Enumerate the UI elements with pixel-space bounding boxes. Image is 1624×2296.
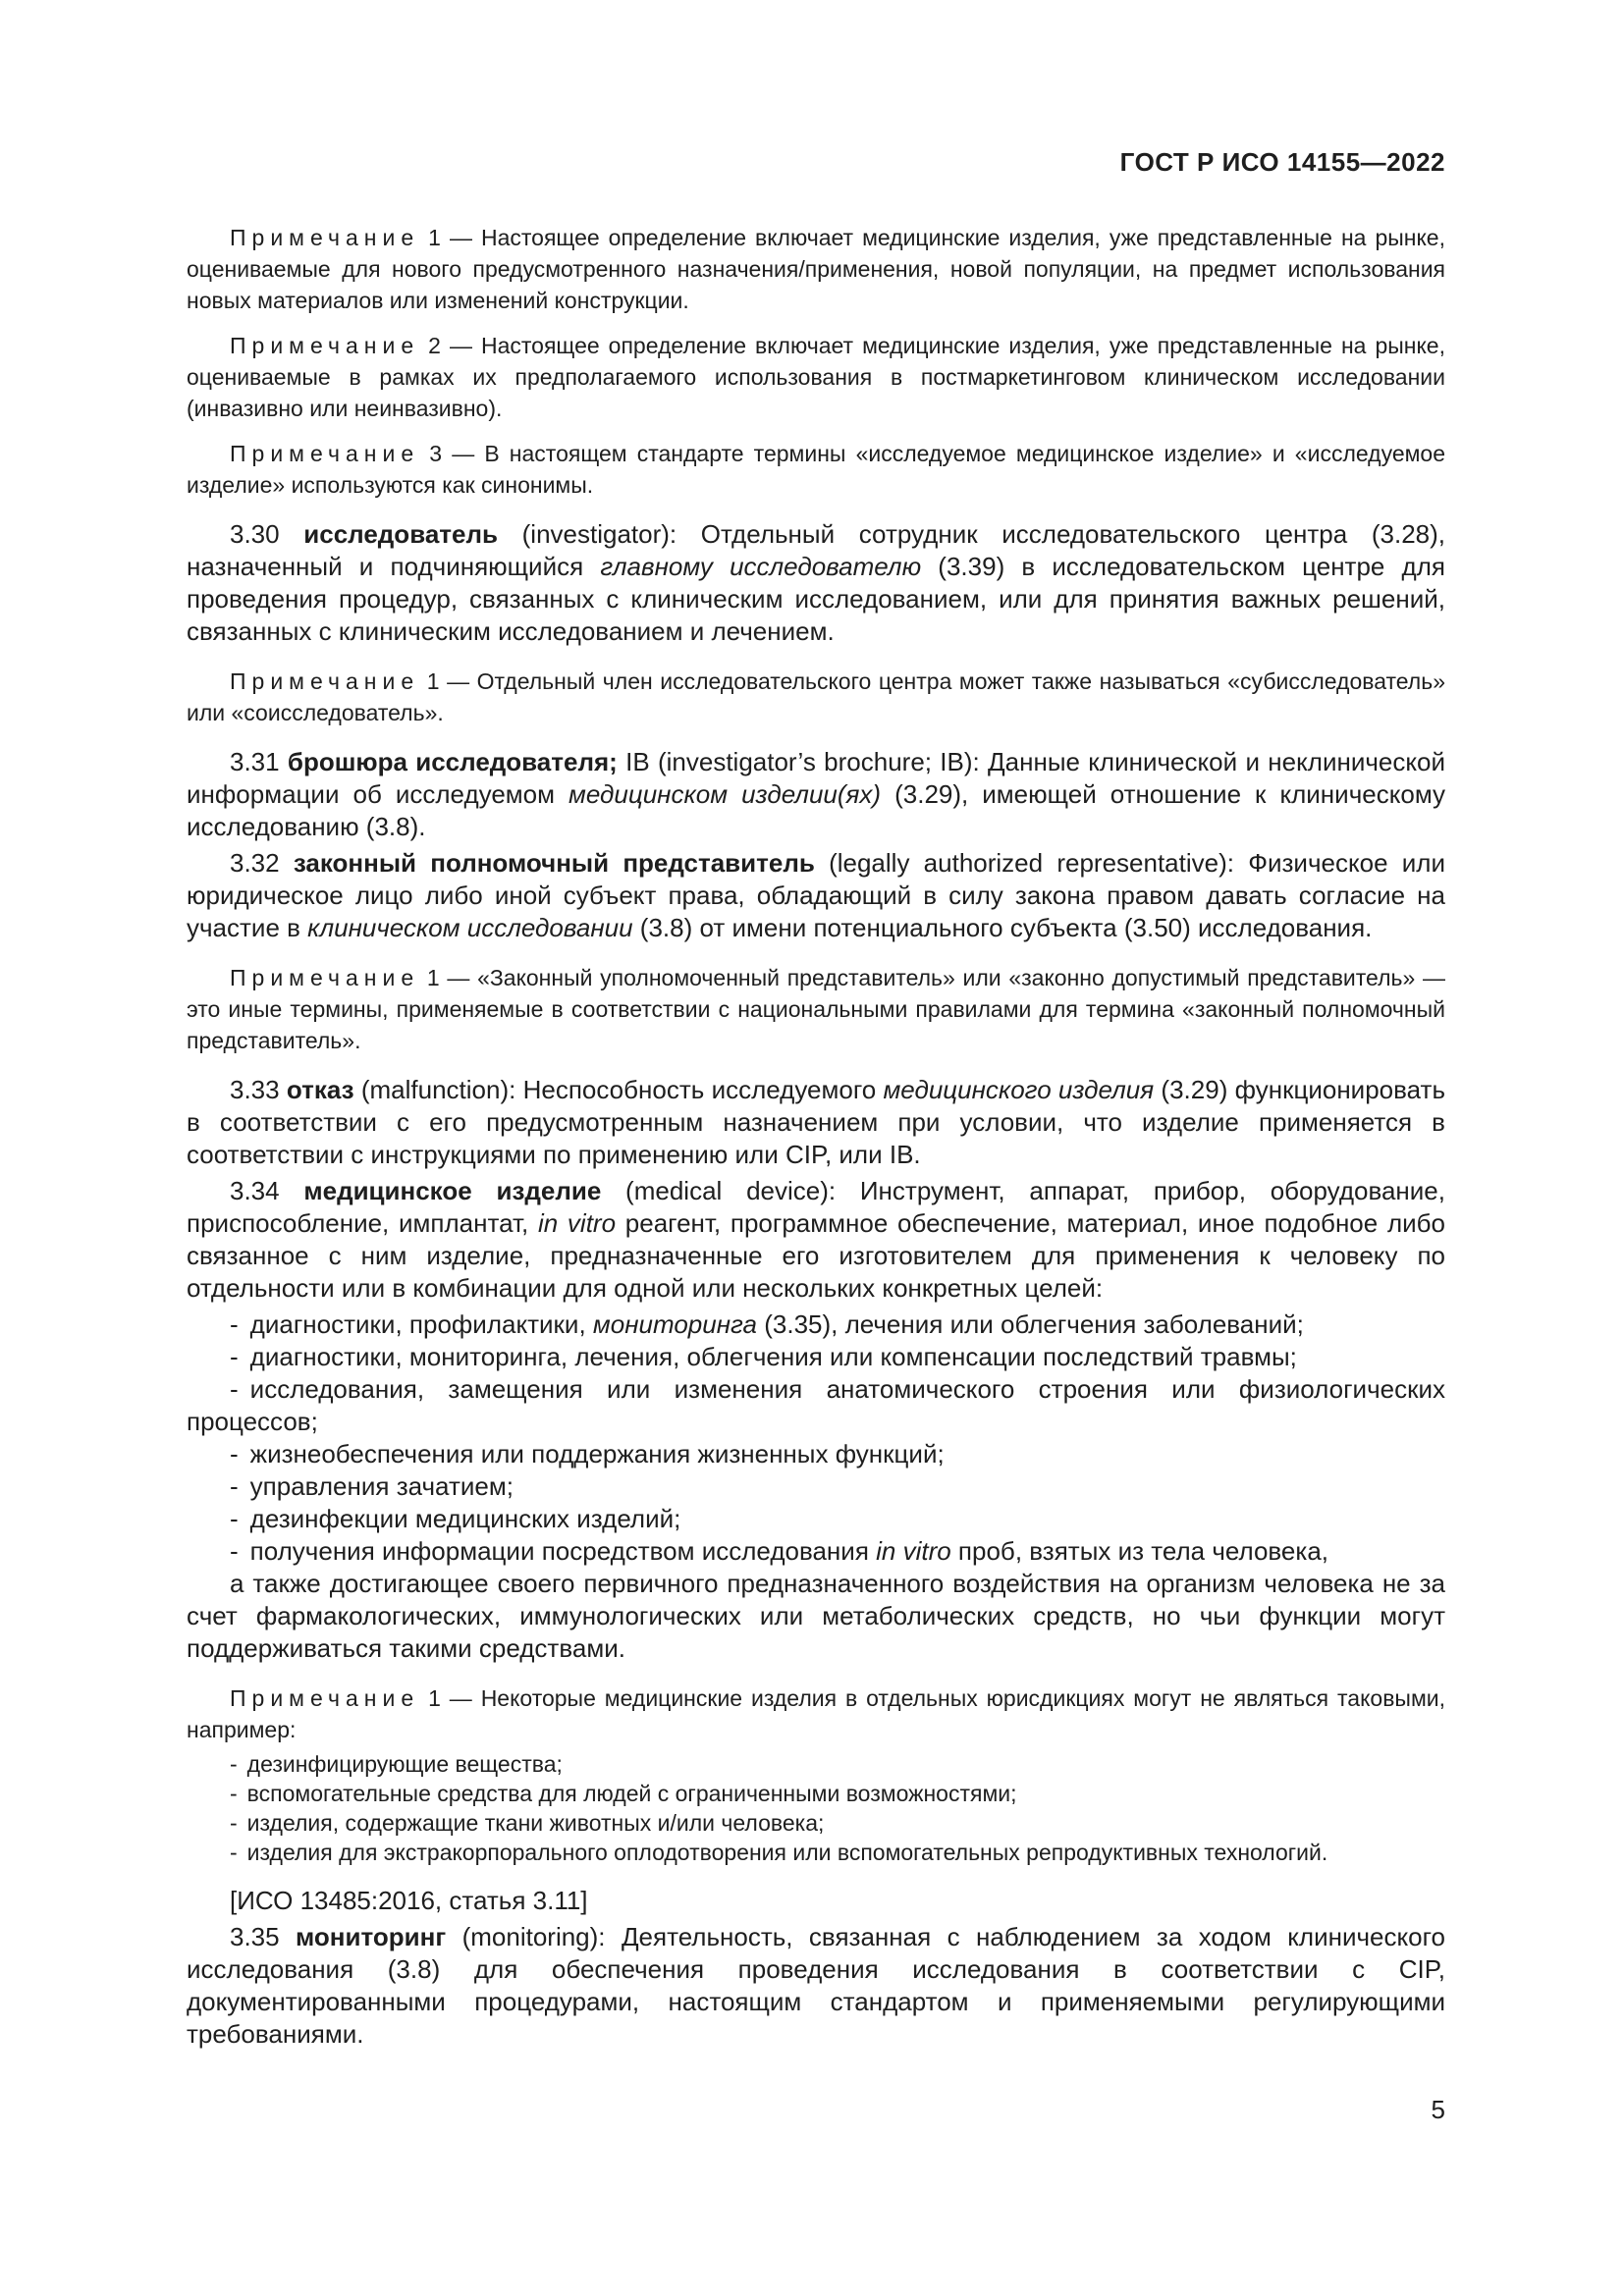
term-definition: (malfunction): Неспособность исследуемого bbox=[353, 1075, 884, 1104]
note-1 bbox=[187, 222, 1445, 316]
list-item-text-cont: (3.35), лечения или облегчения заболеваний; bbox=[757, 1309, 1304, 1339]
term-definition: (legally authorized representative): Физическое или юридическое лицо либо иной субъект права, обладающий в силу закона правом давать согласие на участие в bbox=[187, 848, 1446, 942]
list-item-text: диагностики, мониторинга, лечения, облегчения или компенсации последствий травмы; bbox=[249, 1342, 1297, 1371]
note-label: Примечание bbox=[230, 225, 420, 250]
term-3-33 bbox=[187, 1074, 1445, 1171]
document-body bbox=[187, 222, 1445, 2055]
note-text: Настоящее определение включает медицинские изделия, уже представленные на рынке, оцениваемые для нового предусмотренного назначения/применения, новой популяции, на предмет использования новых материалов или изменений конструкции. bbox=[187, 225, 1445, 313]
term-definition: (medical device): Инструмент, аппарат, прибор, оборудование, приспособление, имплантат, bbox=[187, 1176, 1445, 1238]
term-title: мониторинг bbox=[296, 1922, 447, 1951]
note-text: «Законный уполномоченный представитель» или «законно допустимый представитель» — это иные термины, применяемые в соответствии с национальными правилами для термина «законный полномочный представитель». bbox=[187, 965, 1445, 1053]
term-title: законный полномочный представитель bbox=[293, 848, 815, 878]
list-item: - управления зачатием; bbox=[230, 1471, 514, 1501]
note-list-item-text: изделия для экстракорпорального оплодотворения или вспомогательных репродуктивных технологий. bbox=[246, 1840, 1328, 1865]
list-item-text-cont: проб, взятых из тела человека, bbox=[950, 1536, 1329, 1566]
list-item-text: управления зачатием; bbox=[249, 1471, 514, 1501]
note-number: 2 — bbox=[428, 333, 472, 358]
note-list-item-text: дезинфицирующие вещества; bbox=[246, 1751, 563, 1777]
term-3-35 bbox=[187, 1921, 1445, 2051]
term-title: исследователь bbox=[303, 519, 498, 549]
note-text: Отдельный член исследовательского центра может также называться «субисследователь» или «соисследователь». bbox=[187, 668, 1445, 725]
term-definition-cont: реагент, программное обеспечение, материал, иное подобное либо связанное с ним изделие, предназначенные его изготовителем для применения к человеку по отдельности или в комбинации для одной или нескольких конкретных целей: bbox=[187, 1208, 1445, 1303]
term-reference: главному исследователю bbox=[600, 552, 922, 581]
term-definition: IB (investigator’s brochure; IB): Данные клинической и неклинической информации об исследуемом bbox=[187, 747, 1446, 809]
note-number: 1 — bbox=[428, 225, 472, 250]
list-item-text: диагностики, профилактики, bbox=[249, 1309, 593, 1339]
term-3-34-tail: а также достигающее своего первичного предназначенного воздействия на организм человека не за счет фармакологических, иммунологических или метаболических средств, но чьи функции могут поддерживаться такими средствами. bbox=[187, 1569, 1445, 1663]
term-definition: (monitoring): Деятельность, связанная с наблюдением за ходом клинического исследования (3.8) для обеспечения проведения исследования в соответствии с CIP, документированными процедурами, настоящим стандартом и применяемыми регулирующими требованиями. bbox=[187, 1922, 1445, 2049]
term-definition-cont: (3.29) функционировать в соответствии с его предусмотренным назначением при условии, что изделие применяется в соответствии с инструкциями по применению или CIP, или IB. bbox=[187, 1075, 1445, 1169]
list-item: - жизнеобеспечения или поддержания жизненных функций; bbox=[230, 1439, 945, 1468]
document-header: ГОСТ Р ИСО 14155—2022 bbox=[1119, 147, 1445, 177]
note-text: Некоторые медицинские изделия в отдельных юрисдикциях могут не являться таковыми, например: bbox=[187, 1685, 1446, 1742]
term-title: брошюра исследователя; bbox=[287, 747, 618, 776]
note-number: 1 — bbox=[426, 668, 470, 694]
note-label: Примечание bbox=[230, 965, 420, 990]
note-number: 1 — bbox=[428, 1685, 472, 1711]
note-label: Примечание bbox=[230, 333, 420, 358]
term-reference: медицинского изделия bbox=[883, 1075, 1155, 1104]
term-definition-cont: (3.29), имеющей отношение к клиническому исследованию (3.8). bbox=[187, 779, 1445, 841]
term-title: медицинское изделие bbox=[303, 1176, 602, 1205]
list-item-text: исследования, замещения или изменения анатомического строения или физиологических процессов; bbox=[187, 1374, 1445, 1436]
note-3 bbox=[187, 438, 1445, 501]
term-definition: (investigator): Отдельный сотрудник исследовательского центра (3.28), назначенный и подчиняющийся bbox=[187, 519, 1445, 581]
term-number: 3.32 bbox=[230, 848, 294, 878]
term-number: 3.33 bbox=[230, 1075, 287, 1104]
list-item: - получения информации посредством исследования in vitro проб, взятых из тела человека, bbox=[230, 1536, 1329, 1566]
note-list-item-text: вспомогательные средства для людей с ограниченными возможностями; bbox=[246, 1781, 1017, 1806]
note-3-32 bbox=[187, 962, 1445, 1056]
note-label: Примечание bbox=[230, 441, 420, 466]
source-reference: [ИСО 13485:2016, статья 3.11] bbox=[230, 1886, 588, 1915]
note-3-30 bbox=[187, 666, 1445, 728]
term-3-34 bbox=[187, 1175, 1445, 1305]
list-item-reference: in vitro bbox=[876, 1536, 951, 1566]
term-reference: in vitro bbox=[537, 1208, 617, 1238]
list-item: - диагностики, мониторинга, лечения, облегчения или компенсации последствий травмы; bbox=[230, 1342, 1297, 1371]
note-list-item: - изделия, содержащие ткани животных и/или человека; bbox=[230, 1810, 825, 1836]
list-item-text: дезинфекции медицинских изделий; bbox=[249, 1504, 681, 1533]
term-number: 3.31 bbox=[230, 747, 288, 776]
term-title: отказ bbox=[286, 1075, 354, 1104]
term-3-32 bbox=[187, 847, 1445, 944]
note-text: Настоящее определение включает медицинские изделия, уже представленные на рынке, оцениваемые в рамках их предполагаемого использования в постмаркетинговом клиническом исследовании (инвазивно или неинвазивно). bbox=[187, 333, 1445, 421]
term-3-30 bbox=[187, 518, 1445, 648]
note-list-item: - изделия для экстракорпорального оплодотворения или вспомогательных репродуктивных технологий. bbox=[230, 1840, 1328, 1865]
term-number: 3.30 bbox=[230, 519, 304, 549]
term-number: 3.34 bbox=[230, 1176, 304, 1205]
list-item: - дезинфекции медицинских изделий; bbox=[230, 1504, 681, 1533]
note-text: В настоящем стандарте термины «исследуемое медицинское изделие» и «исследуемое изделие» используются как синонимы. bbox=[187, 441, 1446, 498]
note-3-34 bbox=[187, 1682, 1445, 1745]
note-2 bbox=[187, 330, 1445, 424]
term-reference: клиническом исследовании bbox=[307, 913, 633, 942]
list-item: - диагностики, профилактики, мониторинга (3.35), лечения или облегчения заболеваний; bbox=[230, 1309, 1304, 1339]
note-list-item: - дезинфицирующие вещества; bbox=[230, 1751, 563, 1777]
page-number: 5 bbox=[1431, 2095, 1445, 2124]
note-number: 3 — bbox=[429, 441, 475, 466]
note-label: Примечание bbox=[230, 668, 420, 694]
term-definition-cont: (3.39) в исследовательском центре для проведения процедур, связанных с клиническим исследованием, или для принятия важных решений, связанных с клиническим исследованием и лечением. bbox=[187, 552, 1445, 646]
term-number: 3.35 bbox=[230, 1922, 297, 1951]
note-list-item: - вспомогательные средства для людей с ограниченными возможностями; bbox=[230, 1781, 1017, 1806]
note-number: 1 — bbox=[426, 965, 470, 990]
list-item-text: получения информации посредством исследования bbox=[249, 1536, 877, 1566]
term-reference: медицинском изделии(ях) bbox=[568, 779, 882, 809]
note-list-item-text: изделия, содержащие ткани животных и/или человека; bbox=[246, 1810, 825, 1836]
list-item-text: жизнеобеспечения или поддержания жизненных функций; bbox=[249, 1439, 945, 1468]
note-label: Примечание bbox=[230, 1685, 420, 1711]
term-3-31 bbox=[187, 746, 1445, 843]
list-item: - исследования, замещения или изменения анатомического строения или физиологических процессов; bbox=[187, 1374, 1445, 1436]
list-item-reference: мониторинга bbox=[592, 1309, 758, 1339]
term-definition-cont: (3.8) от имени потенциального субъекта (3.50) исследования. bbox=[632, 913, 1373, 942]
